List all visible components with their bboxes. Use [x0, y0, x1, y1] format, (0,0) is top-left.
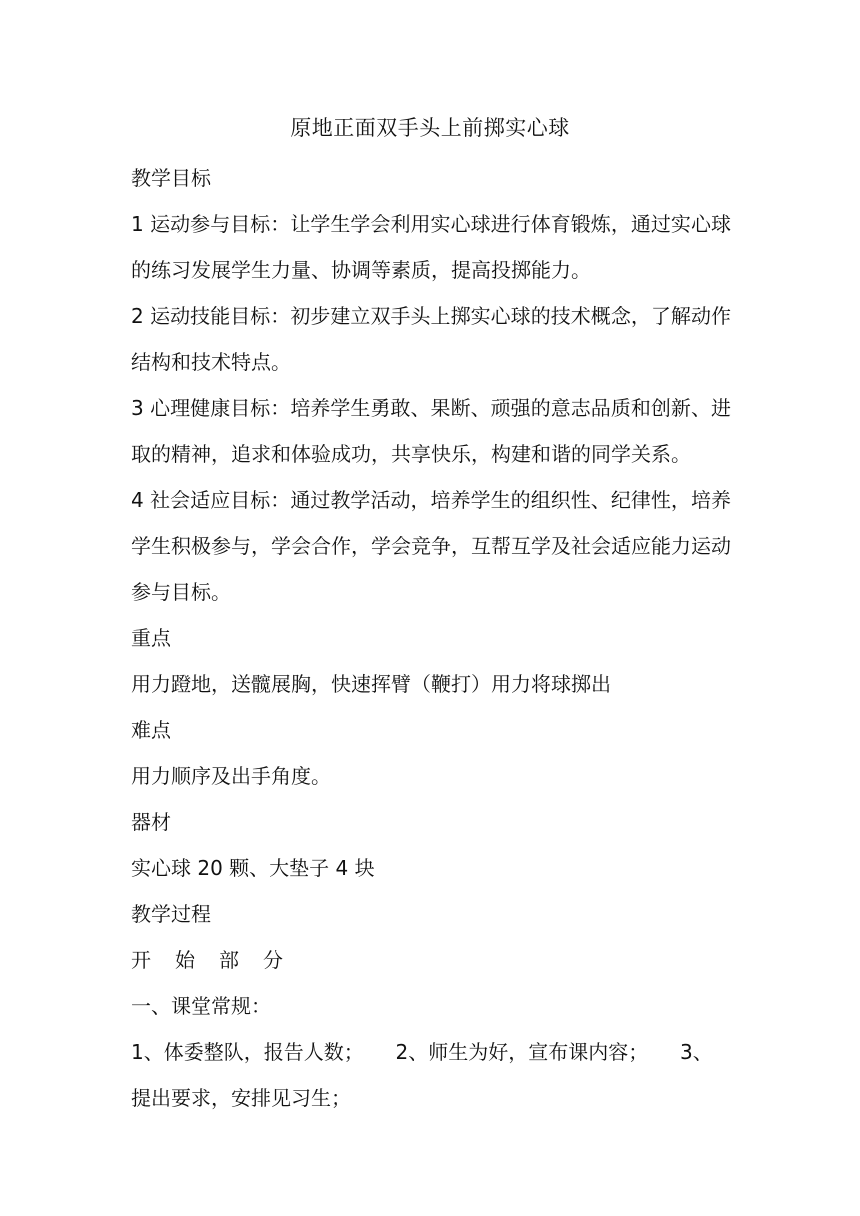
key-point-text: 用力蹬地，送髋展胸，快速挥臂（鞭打）用力将球掷出	[131, 672, 611, 696]
classroom-routine-line-1: 1、体委整队，报告人数； 2、师生为好，宣布课内容； 3、	[131, 1040, 713, 1064]
document-title: 原地正面双手头上前掷实心球	[290, 116, 570, 140]
document-body	[131, 155, 731, 1121]
difficulty-text: 用力顺序及出手角度。	[131, 764, 331, 788]
goal-mental-health: 3 心理健康目标：培养学生勇敢、果断、顽强的意志品质和创新、进取的精神，追求和体验成功，共享快乐，构建和谐的同学关系。	[131, 396, 731, 466]
classroom-routine-heading: 一、课堂常规：	[131, 994, 271, 1018]
goal-social-adaptation: 4 社会适应目标：通过教学活动，培养学生的组织性、纪律性，培养学生积极参与，学会合作，学会竞争，互帮互学及社会适应能力运动参与目标。	[131, 488, 731, 604]
heading-equipment: 器材	[131, 810, 171, 834]
goal-participation: 1 运动参与目标：让学生学会利用实心球进行体育锻炼，通过实心球的练习发展学生力量、协调等素质，提高投掷能力。	[131, 212, 731, 282]
heading-key-point: 重点	[131, 626, 171, 650]
start-part-char: 始	[175, 948, 195, 972]
start-part-heading	[131, 937, 731, 983]
goal-skill: 2 运动技能目标：初步建立双手头上掷实心球的技术概念，了解动作结构和技术特点。	[131, 304, 731, 374]
equipment-text: 实心球 20 颗、大垫子 4 块	[131, 856, 375, 880]
start-part-char: 部	[219, 948, 239, 972]
heading-teaching-process: 教学过程	[131, 902, 211, 926]
start-part-char: 分	[263, 948, 283, 972]
heading-difficulty: 难点	[131, 718, 171, 742]
classroom-routine-line-2: 提出要求，安排见习生；	[131, 1086, 351, 1110]
heading-teaching-goals: 教学目标	[131, 166, 211, 190]
start-part-char: 开	[131, 948, 151, 972]
